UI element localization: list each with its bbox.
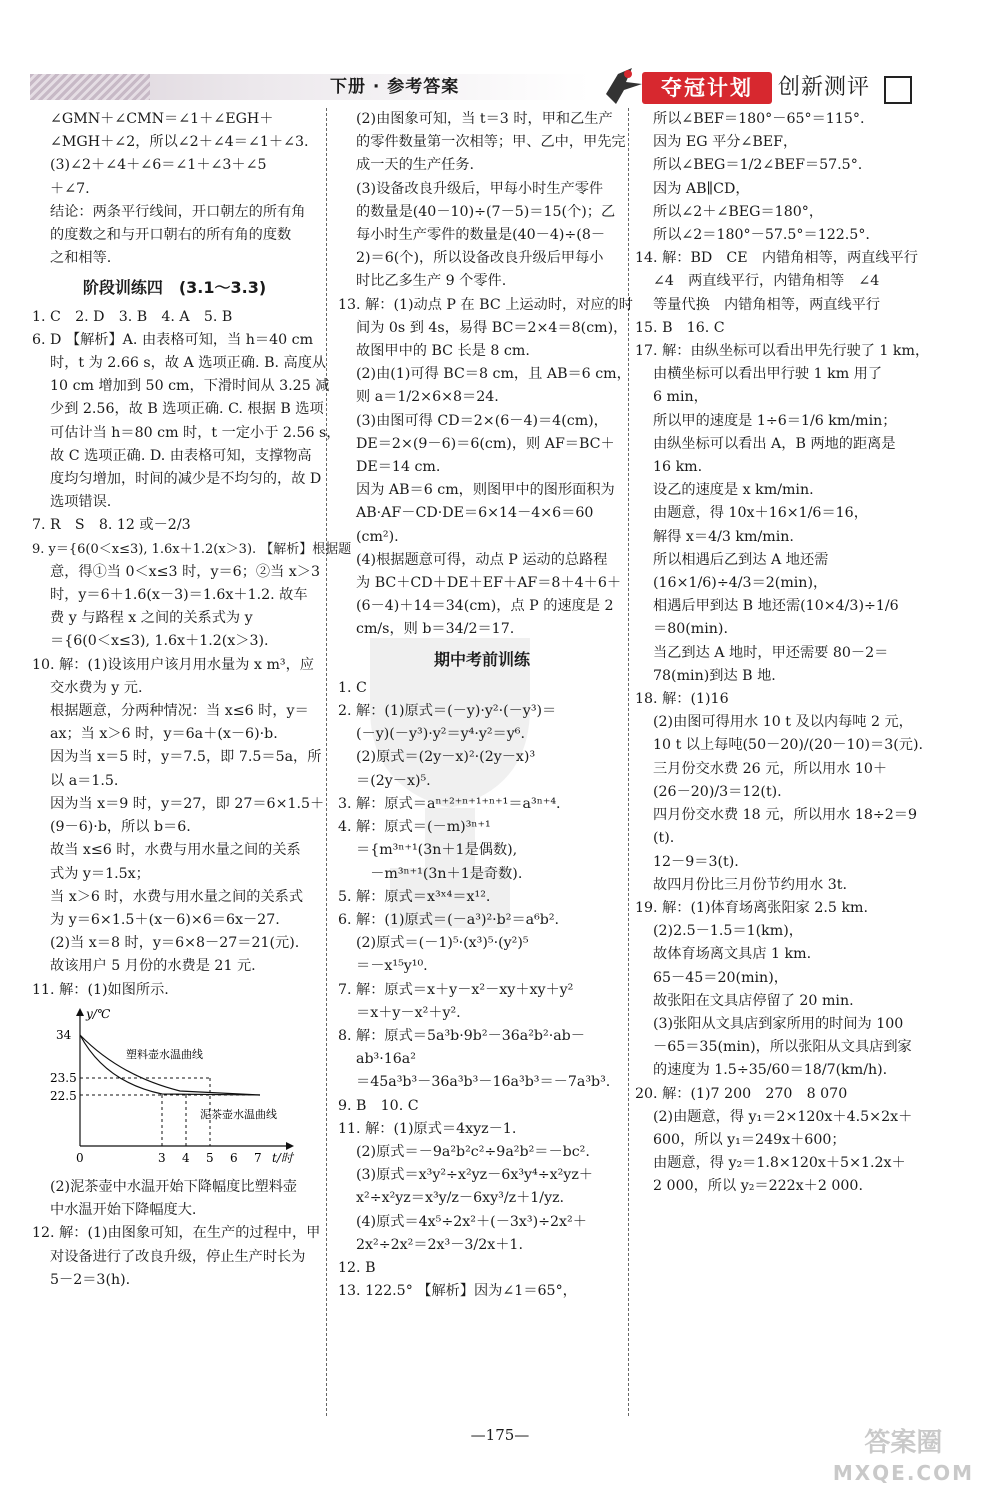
text-line: 的度数之和与开口朝右的所有角的度数 (50, 227, 292, 244)
text-line: 所以甲的速度是 1÷6＝1/6 km/min； (653, 412, 897, 429)
text-line: 所以∠2＝180°－57.5°＝122.5°. (653, 227, 870, 244)
brand-name: 夺冠计划 (642, 72, 772, 104)
x-tick-label: 7 (254, 1150, 262, 1165)
text-line: －m³ⁿ⁺¹(3n＋1是奇数). (356, 865, 523, 882)
header-band (30, 74, 590, 100)
text-line: 5－2＝3(h). (50, 1271, 131, 1288)
check-box-icon (884, 76, 912, 104)
text-line: 时比乙多生产 9 个零件. (356, 273, 507, 290)
text-line: 9. y＝{6(0＜x≤3), 1.6x＋1.2(x＞3). 【解析】根据题 (32, 541, 352, 557)
text-line: 12. B (338, 1259, 376, 1276)
text-line: 的数量是(40－10)÷(7－5)＝15(个)；乙 (356, 203, 616, 220)
text-line: 少到 2.56，故 B 选项正确. C. 根据 B 选项 (50, 401, 324, 418)
y-tick-label: 34 (56, 1027, 72, 1042)
answer-block (338, 677, 626, 1303)
text-line: (4)原式＝4x⁵÷2x²＋(－3x³)÷2x²＋ (356, 1213, 587, 1230)
text-line: 9. B 10. C (338, 1097, 419, 1114)
text-line: 1. C (338, 679, 367, 696)
text-line: cm/s，则 b＝34/2＝17. (356, 621, 515, 638)
text-line: 当乙到达 A 地时，甲还需要 80－2＝ (653, 644, 889, 661)
mascot-icon (598, 64, 646, 108)
text-line: －65＝35(min)，所以张阳从文具店到家 (653, 1039, 912, 1056)
text-line: (2)由图象可知，当 t＝3 时，甲和乙生产 (356, 111, 613, 127)
text-line: 5. 解：原式＝x³ˣ⁴＝x¹². (338, 888, 491, 905)
text-line: ＋∠7. (50, 180, 90, 197)
text-line: 20. 解：(1)7 200 270 8 070 (635, 1085, 848, 1102)
text-line: 7. R S 8. 12 或－2/3 (32, 517, 191, 534)
text-line: 则 a＝1/2×6×8＝24. (356, 389, 499, 406)
text-line: 所以∠2＋∠BEG＝180°， (653, 203, 824, 220)
text-line: AB·AF－CD·DE＝6×14－4×6＝60 (356, 505, 594, 522)
text-line: 三月份交水费 26 元，所以用水 10＋ (653, 760, 888, 777)
text-line: 交水费为 y 元. (50, 679, 143, 696)
text-line: 10. 解：(1)设该用户该月用水量为 x m³，应 (32, 656, 314, 673)
text-line: 因为当 x＝9 时，y＝27，即 27＝6×1.5＋ (50, 795, 325, 812)
text-line: (6－4)＋14＝34(cm)，点 P 的速度是 2 (356, 598, 614, 615)
text-line: (2)泥茶壶中水温开始下降幅度比塑料壶 (50, 1178, 298, 1195)
text-line: 故四月份比三月份节约用水 3t. (653, 876, 847, 893)
text-line: ∠GMN＋∠CMN＝∠1＋∠EGH＋ (50, 111, 274, 127)
text-line: ＝45a³b³－36a³b³－16a³b³＝－7a³b³. (356, 1074, 611, 1091)
text-line: 相遇后甲到达 B 地还需(10×4/3)÷1/6 (653, 598, 899, 615)
text-line: 成一天的生产任务. (356, 157, 475, 174)
answer-block (32, 306, 352, 1002)
text-line: 可估计当 h＝80 cm 时，t 一定小于 2.56 s， (50, 424, 341, 441)
text-line: 选项错误. (50, 494, 112, 511)
text-line: 为 BC＋CD＋DE＋EF＋AF＝8＋4＋6＋ (356, 575, 622, 592)
x-tick-label: 0 (76, 1150, 84, 1165)
text-line: 因为 EG 平分∠BEF， (653, 134, 798, 151)
column-right (635, 108, 965, 1199)
column-middle (338, 108, 633, 1303)
text-line: 2x²÷2x²＝2x³－3/2x＋1. (356, 1236, 523, 1253)
text-line: (3)张阳从文具店到家所用的时间为 100 (653, 1015, 904, 1032)
text-line: 之和相等. (50, 250, 112, 267)
text-line: 由题意，得 10x＋16×1/6＝16， (653, 505, 868, 522)
header-title: 下册 · 参考答案 (330, 77, 460, 97)
text-line: 故 C 选项正确. D. 由表格可知，支撑物高 (50, 447, 312, 464)
text-line: 10 t 以上每吨(50－20)/(20－10)＝3(元). (653, 737, 924, 754)
text-line: 65－45＝20(min)， (653, 969, 788, 986)
text-line: 故该用户 5 月份的水费是 21 元. (50, 958, 256, 975)
brand-subtitle: 创新测评 (778, 75, 871, 100)
text-line: x²÷x²yz＝x³y/z－6xy³/z＋1/yz. (356, 1190, 565, 1207)
text-line: 间为 0s 到 4s，易得 BC＝2×4＝8(cm)， (356, 319, 628, 336)
text-line: 所以∠BEG＝1/2∠BEF＝57.5°. (653, 157, 863, 174)
text-line: 因为当 x＝5 时，y＝7.5，即 7.5＝5a，所 (50, 749, 322, 766)
text-line: 故张阳在文具店停留了 20 min. (653, 992, 854, 1009)
column-left (32, 108, 352, 1292)
answer-block (32, 108, 317, 270)
text-line: 的零件数量第一次相等；甲、乙中，甲先完 (356, 134, 626, 151)
graph-x-label: t/时 (272, 1150, 293, 1165)
text-line: 16 km. (653, 459, 703, 476)
text-line: 6 min， (653, 389, 708, 406)
text-line: ax；当 x＞6 时，y＝6a＋(x－6)·b. (50, 726, 278, 743)
text-line: 费 y 与路程 x 之间的关系式为 y (50, 610, 253, 627)
text-line: (t). (653, 830, 675, 847)
y-tick-label: 23.5 (50, 1070, 77, 1085)
watermark-text: 答案圈 (864, 1428, 943, 1458)
text-line: 意，得①当 0＜x≤3 时，y＝6；②当 x＞3 (50, 563, 320, 580)
x-tick-label: 4 (182, 1150, 190, 1165)
text-line: ＝x＋y－x²＋y². (356, 1004, 461, 1021)
text-line: (3)设备改良升级后，甲每小时生产零件 (356, 180, 604, 197)
curve-clay (80, 1035, 260, 1095)
text-line: 2. 解：(1)原式＝(－y)·y²·(－y³)＝ (338, 703, 557, 720)
text-line: 当 x＞6 时，水费与用水量之间的关系式 (50, 888, 304, 905)
text-line: ＝{6(0＜x≤3), 1.6x＋1.2(x＞3). (50, 633, 269, 650)
text-line: 600，所以 y₁＝249x＋600； (653, 1131, 846, 1148)
text-line: (3)∠2＋∠4＋∠6＝∠1＋∠3＋∠5 (50, 157, 267, 174)
text-line: 14. 解：BD CE 内错角相等，两直线平行 (635, 250, 918, 267)
text-line: (16×1/6)÷4/3＝2(min)， (653, 575, 828, 592)
text-line: 时，y＝6＋1.6(x－3)＝1.6x＋1.2. 故车 (50, 587, 308, 604)
text-line: 13. 解：(1)动点 P 在 BC 上运动时，对应的时 (338, 296, 633, 313)
text-line: 因为 AB＝6 cm，则图甲中的图形面积为 (356, 482, 615, 499)
text-line: 四月份交水费 18 元，所以用水 18÷2＝9 (653, 807, 918, 824)
text-line: 8. 解：原式＝5a³b·9b²－36a²b²·ab－ (338, 1027, 585, 1044)
text-line: 的速度为 1.5÷35/60＝18/7(km/h). (653, 1062, 888, 1079)
text-line: 6. 解：(1)原式＝(－a³)²·b²＝a⁶b². (338, 911, 560, 928)
text-line: (9－6)·b，所以 b＝6. (50, 819, 191, 836)
text-line: ＝80(min). (653, 621, 728, 638)
temperature-graph (50, 1006, 300, 1166)
text-line: ∠4 两直线平行，内错角相等 ∠4 (653, 273, 880, 290)
text-line: 故图甲中的 BC 长是 8 cm. (356, 343, 530, 360)
curve-label-plastic: 塑料壶水温曲线 (126, 1047, 203, 1061)
page-header (0, 0, 1000, 112)
text-line: 中水温开始下降幅度大. (50, 1202, 197, 1219)
text-line: 根据题意，分两种情况：当 x≤6 时，y＝ (50, 703, 309, 720)
text-line: 11. 解：(1)原式＝4xyz－1. (338, 1120, 517, 1137)
curve-label-clay: 泥茶壶水温曲线 (200, 1107, 277, 1121)
y-tick-label: 22.5 (50, 1088, 77, 1103)
text-line: ∠MGH＋∠2，所以∠2＋∠4＝∠1＋∠3. (50, 134, 309, 151)
x-tick-label: 5 (206, 1150, 214, 1165)
text-line: 4. 解：原式＝(－m)³ⁿ⁺¹ (338, 819, 491, 836)
text-line: 由题意，得 y₂＝1.8×120x＋5×1.2x＋ (653, 1155, 906, 1172)
text-line: 设乙的速度是 x km/min. (653, 482, 814, 499)
answer-block (338, 108, 633, 642)
text-line: 由横坐标可以看出甲行驶 1 km 用了 (653, 366, 883, 383)
curve-plastic (80, 1035, 260, 1095)
text-line: 3. 解：原式＝aⁿ⁺²⁺ⁿ⁺¹⁺ⁿ⁺¹＝a³ⁿ⁺⁴. (338, 795, 561, 812)
page-number: —175— (470, 1426, 530, 1444)
text-line: (2)由题意，得 y₁＝2×120x＋4.5×2x＋ (653, 1108, 913, 1125)
text-line: 故当 x≤6 时，水费与用水量之间的关系 (50, 842, 301, 859)
text-line: (3)由图可得 CD＝2×(6－4)＝4(cm)， (356, 412, 608, 429)
text-line: 11. 解：(1)如图所示. (32, 981, 169, 998)
text-line: 故体育场离文具店 1 km. (653, 946, 812, 963)
text-line: 2 000，所以 y₂＝222x＋2 000. (653, 1178, 863, 1195)
text-line: (2)由(1)可得 BC＝8 cm，且 AB＝6 cm， (356, 366, 631, 383)
text-line: 式为 y＝1.5x； (50, 865, 150, 882)
text-line: 13. 122.5° 【解析】因为∠1＝65°， (338, 1283, 577, 1300)
text-line: (4)根据题意可得，动点 P 运动的总路程 (356, 551, 608, 568)
answer-block (635, 108, 965, 1199)
text-line: 以 a＝1.5. (50, 772, 119, 789)
text-line: 18. 解：(1)16 (635, 691, 729, 708)
text-line: 1. C 2. D 3. B 4. A 5. B (32, 308, 233, 325)
text-line: 10 cm 增加到 50 cm，下滑时间从 3.25 减 (50, 378, 330, 395)
text-line: (2)原式＝(－1)⁵·(x³)⁵·(y²)⁵ (356, 935, 529, 952)
watermark-logo (833, 1428, 974, 1488)
text-line: 12. 解：(1)由图象可知，在生产的过程中，甲 (32, 1225, 321, 1242)
text-line: 2)＝6(个)，所以设备改良升级后甲每小 (356, 250, 604, 267)
text-line: 所以相遇后乙到达 A 地还需 (653, 551, 829, 568)
text-line: (2)2.5－1.5＝1(km)， (653, 923, 803, 940)
x-tick-label: 6 (230, 1150, 238, 1165)
text-line: (－y)(－y³)·y²＝y⁴·y²＝y⁶. (356, 726, 525, 743)
text-line: 时，t 为 2.66 s，故 A 选项正确. B. 高度从 (50, 355, 327, 372)
graph-y-label: y/℃ (86, 1006, 111, 1021)
text-line: 对设备进行了改良升级，停止生产时长为 (50, 1248, 306, 1265)
text-line: ab³·16a² (356, 1051, 416, 1068)
text-line: 由纵坐标可以看出 A，B 两地的距离是 (653, 435, 896, 452)
text-line: (2)原式＝(2y－x)²·(2y－x)³ (356, 749, 536, 766)
text-line: (2)当 x＝8 时，y＝6×8－27＝21(元). (50, 935, 300, 952)
text-line: (2)由图可得用水 10 t 及以内每吨 2 元， (653, 714, 913, 731)
section-title: 期中考前训练 (433, 649, 530, 669)
text-line: (2)原式＝－9a²b²c²÷9a²b²＝－bc². (356, 1143, 590, 1160)
text-line: 因为 AB∥CD， (653, 180, 750, 197)
text-line: (26－20)/3＝12(t). (653, 783, 782, 800)
text-line: 78(min)到达 B 地. (653, 667, 776, 684)
brand-logo (598, 64, 968, 108)
text-line: 17. 解：由纵坐标可以看出甲先行驶了 1 km， (635, 343, 930, 360)
text-line: ＝－x¹⁵y¹⁰. (356, 958, 428, 975)
column-divider (326, 108, 327, 1416)
x-tick-label: 3 (158, 1150, 166, 1165)
text-line: 为 y＝6×1.5＋(x－6)×6＝6x－27. (50, 911, 280, 928)
text-line: DE＝14 cm. (356, 459, 441, 476)
text-line: (cm²). (356, 528, 399, 545)
text-line: 每小时生产零件的数量是(40－4)÷(8－ (356, 227, 606, 244)
text-line: 7. 解：原式＝x＋y－x²－xy＋xy＋y² (338, 981, 574, 998)
text-line: (3)原式＝x³y²÷x²yz－6x³y⁴÷x²yz＋ (356, 1167, 593, 1184)
text-line: 19. 解：(1)体育场离张阳家 2.5 km. (635, 899, 868, 916)
text-line: 度均匀增加，时间的减少是不均匀的，故 D (50, 471, 322, 488)
text-line: 结论：两条平行线间，开口朝左的所有角 (50, 203, 306, 220)
text-line: 等量代换 内错角相等，两直线平行 (653, 296, 881, 313)
text-line: DE＝2×(9－6)＝6(cm)，则 AF＝BC＋ (356, 435, 615, 452)
text-line: 解得 x＝4/3 km/min. (653, 528, 794, 545)
text-line: ＝{m³ⁿ⁺¹(3n＋1是偶数), (356, 842, 518, 859)
text-line: 12－9＝3(t). (653, 853, 739, 870)
text-line: 6. D 【解析】A. 由表格可知，当 h＝40 cm (32, 331, 314, 348)
watermark-url: MXQE.COM (832, 1461, 974, 1485)
text-line: 所以∠BEF＝180°－65°＝115°. (653, 111, 865, 127)
text-line: ＝(2y－x)⁵. (356, 772, 431, 789)
section-title: 阶段训练四 (3.1～3.3) (82, 278, 267, 298)
text-line: 15. B 16. C (635, 319, 725, 336)
answer-block (32, 1176, 321, 1292)
